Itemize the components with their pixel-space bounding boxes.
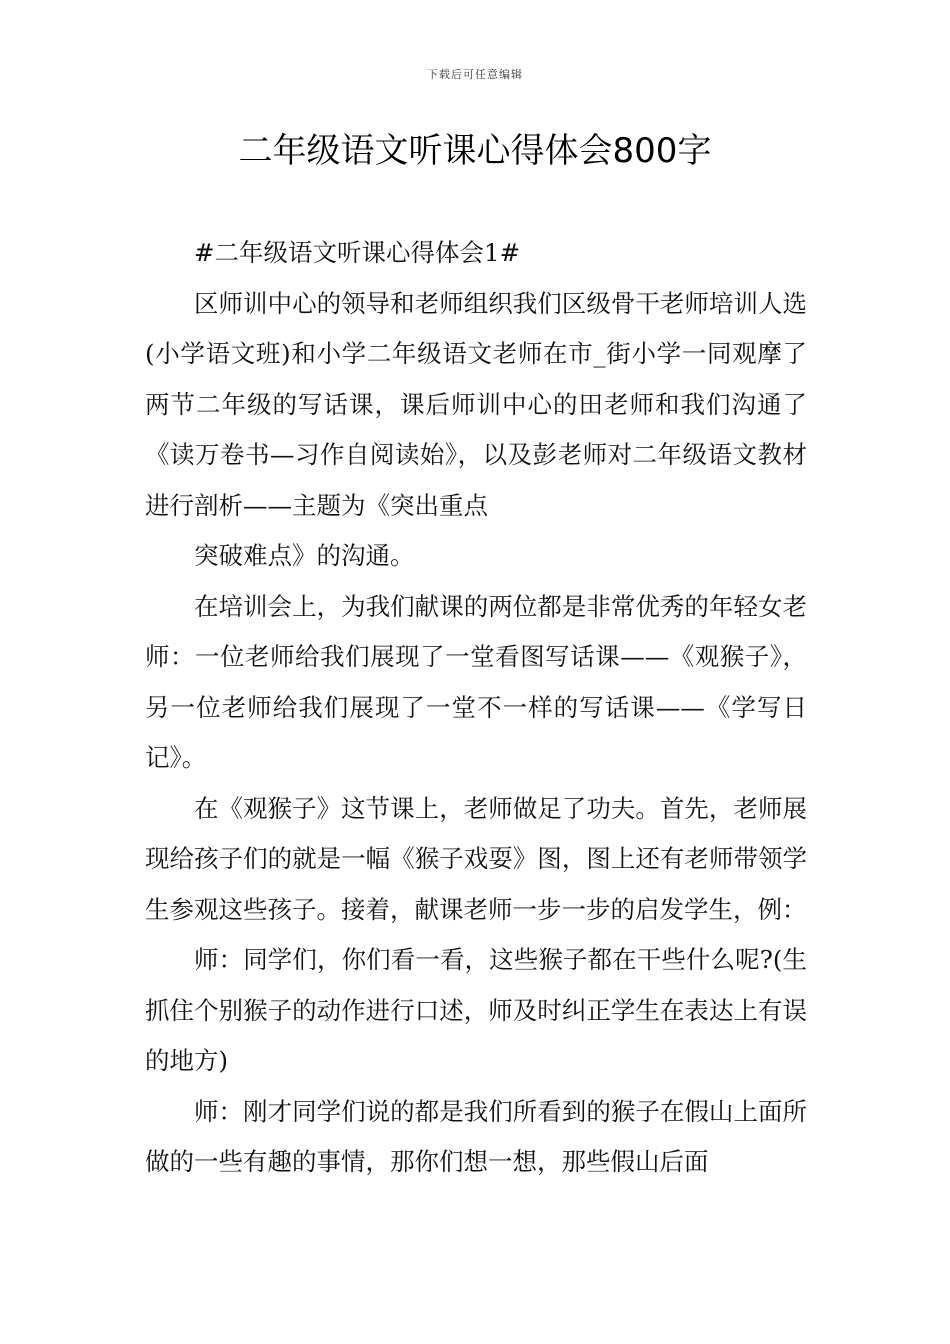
document-body (145, 228, 807, 1188)
paragraph: 区师训中心的领导和老师组织我们区级骨干老师培训人选(小学语文班)和小学二年级语文老师在市_街小学一同观摩了两节二年级的写话课，课后师训中心的田老师和我们沟通了《读万卷书—习作自阅读始》，以及彭老师对二年级语文教材进行剖析——主题为《突出重点 (145, 288, 807, 520)
paragraph: 在培训会上，为我们献课的两位都是非常优秀的年轻女老师：一位老师给我们展现了一堂看图写话课——《观猴子》，另一位老师给我们展现了一堂不一样的写话课——《学写日记》。 (145, 591, 807, 772)
document-title: 二年级语文听课心得体会800字 (238, 131, 712, 171)
paragraph: 师：同学们，你们看一看，这些猴子都在干些什么呢?(生抓住个别猴子的动作进行口述，师及时纠正学生在表达上有误的地方) (145, 945, 807, 1075)
paragraph: 突破难点》的沟通。 (194, 541, 415, 570)
section-heading: #二年级语文听课心得体会1# (194, 238, 521, 267)
paragraph: 在《观猴子》这节课上，老师做足了功夫。首先，老师展现给孩子们的就是一幅《猴子戏耍》图，图上还有老师带领学生参观这些孩子。接着，献课老师一步一步的启发学生，例： (145, 793, 807, 924)
header-note: 下载后可任意编辑 (427, 68, 523, 81)
paragraph: 师：刚才同学们说的都是我们所看到的猴子在假山上面所做的一些有趣的事情，那你们想一想，那些假山后面 (145, 1096, 807, 1176)
